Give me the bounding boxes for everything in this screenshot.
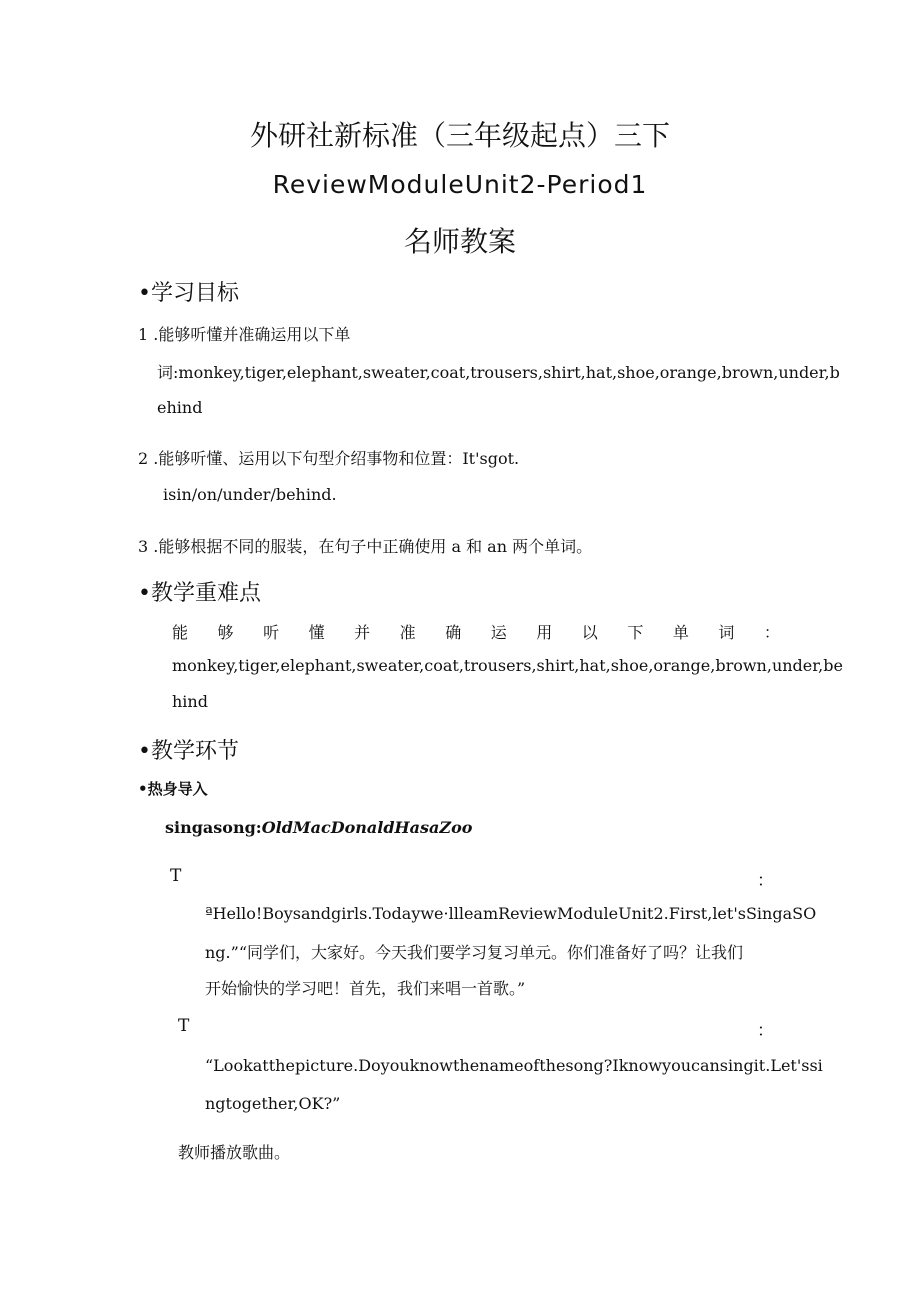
kp-char: 运 bbox=[490, 623, 507, 642]
teacher-2-line-1: “Lookatthepicture.Doyouknowthenameofthesong?Iknowyoucansingit.Let'ssi bbox=[205, 1056, 823, 1075]
kp-char: 确 bbox=[445, 623, 462, 642]
teacher-line-2-header bbox=[178, 1016, 774, 1041]
title-line-1: 外研社新标准（三年级起点）三下 bbox=[249, 119, 670, 152]
teacher-line-1-header bbox=[170, 866, 774, 891]
kp-char: 够 bbox=[217, 623, 234, 642]
keypoints-line-3: hind bbox=[172, 692, 208, 711]
kp-char: 准 bbox=[399, 623, 416, 642]
title-line-3: 名师教案 bbox=[403, 225, 516, 258]
kp-char: 用 bbox=[536, 623, 553, 642]
keypoints-line-1 bbox=[172, 620, 780, 643]
teacher-2-line-2: ngtogether,OK?” bbox=[205, 1094, 341, 1113]
process-heading: •教学环节 bbox=[138, 739, 239, 764]
warmup-heading: •热身导入 bbox=[138, 780, 208, 798]
objective-3-line-1: 3 .能够根据不同的服装，在句子中正确使用 a 和 an 两个单词。 bbox=[138, 537, 593, 556]
teacher-colon: ： bbox=[757, 871, 774, 891]
kp-char: 下 bbox=[627, 623, 644, 642]
kp-char: 并 bbox=[354, 623, 371, 642]
objective-1-line-3: ehind bbox=[157, 398, 203, 417]
keypoints-heading: •教学重难点 bbox=[138, 581, 261, 606]
objective-2-line-2: isin/on/under/behind. bbox=[163, 485, 337, 504]
kp-char: 词 bbox=[718, 623, 735, 642]
closing-note: 教师播放歌曲。 bbox=[178, 1143, 291, 1162]
teacher-label: T bbox=[170, 866, 182, 886]
teacher-1-line-3: 开始愉快的学习吧！首先，我们来唱一首歌。” bbox=[205, 979, 526, 998]
teacher-1-line-1: ªHello!Boysandgirls.Todaywe·llleamReviewModuleUnit2.First,let'sSingaSO bbox=[205, 904, 817, 923]
teacher-label: T bbox=[178, 1016, 190, 1036]
objective-2-line-1: 2 .能够听懂、运用以下句型介绍事物和位置：It'sgot. bbox=[138, 449, 520, 468]
teacher-colon: ： bbox=[757, 1021, 774, 1041]
title-line-2: ReviewModuleUnit2-Period1 bbox=[272, 170, 648, 199]
objectives-heading: •学习目标 bbox=[138, 281, 239, 306]
kp-char: 单 bbox=[672, 623, 689, 642]
kp-char: 听 bbox=[263, 623, 280, 642]
song-line bbox=[165, 818, 472, 837]
kp-char: 懂 bbox=[308, 623, 325, 642]
objective-1-line-2: 词:monkey,tiger,elephant,sweater,coat,trousers,shirt,hat,shoe,orange,brown,under,b bbox=[157, 363, 840, 382]
song-title: OldMacDonaldHasaZoo bbox=[261, 818, 473, 837]
kp-char: ： bbox=[763, 623, 780, 642]
keypoints-line-2: monkey,tiger,elephant,sweater,coat,trousers,shirt,hat,shoe,orange,brown,under,be bbox=[172, 656, 843, 675]
objective-1-line-1: 1 .能够听懂并准确运用以下单 bbox=[138, 325, 351, 344]
kp-char: 能 bbox=[172, 623, 189, 642]
teacher-1-line-2: ng.”“同学们，大家好。今天我们要学习复习单元。你们准备好了吗？让我们 bbox=[205, 943, 743, 962]
kp-char: 以 bbox=[581, 623, 598, 642]
song-prefix: singasong: bbox=[165, 818, 262, 837]
